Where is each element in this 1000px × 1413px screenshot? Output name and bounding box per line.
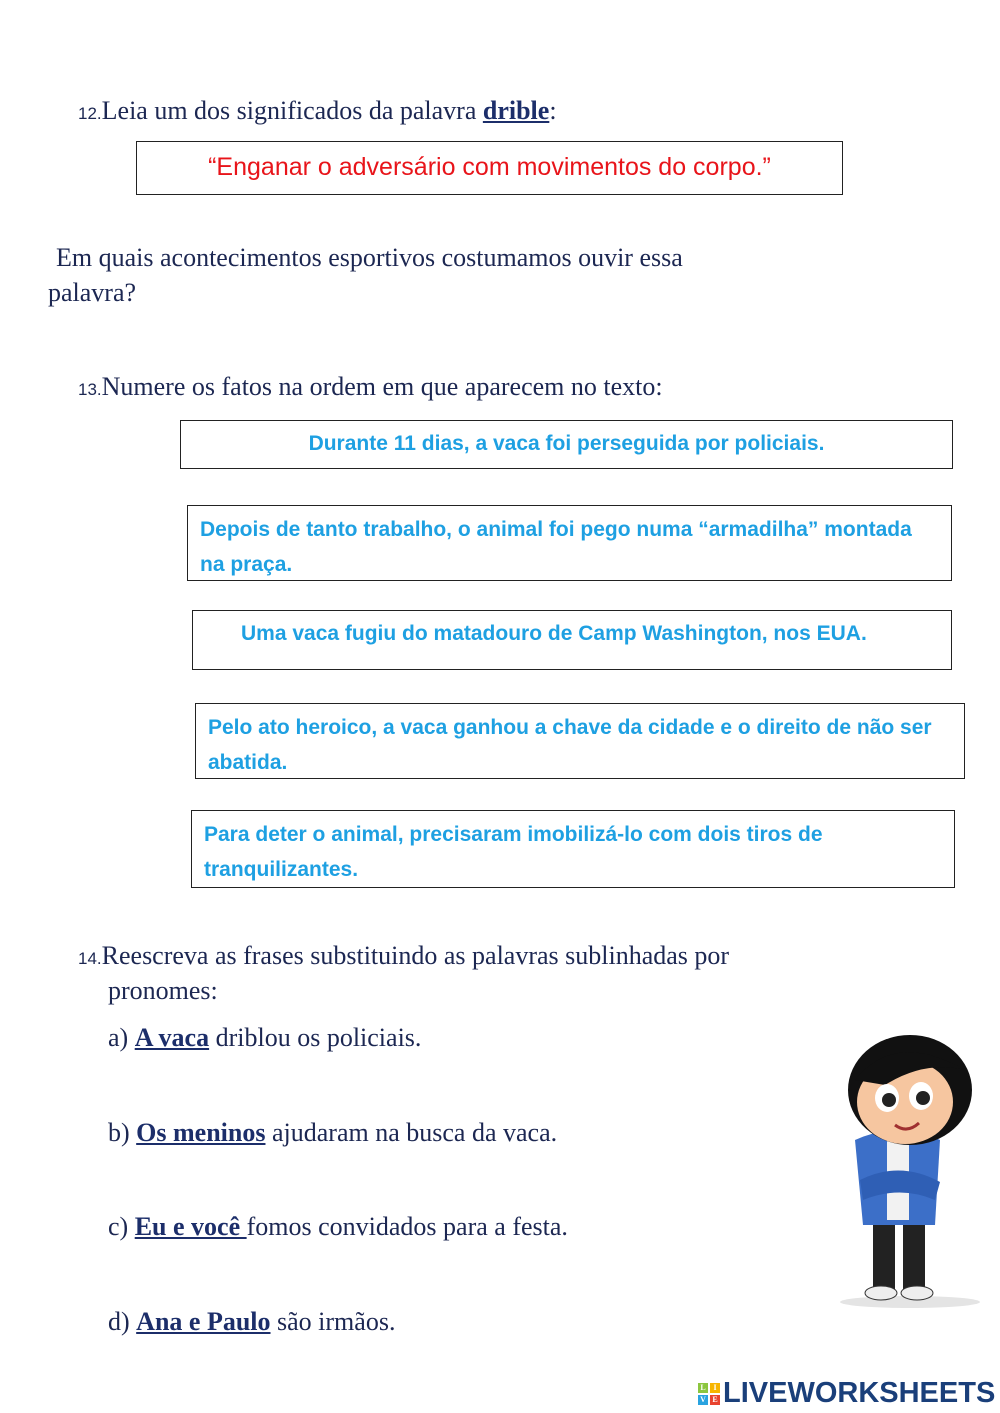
fact-box[interactable]: Uma vaca fugiu do matadouro de Camp Washington, nos EUA. — [192, 610, 952, 670]
fact-box[interactable]: Para deter o animal, precisaram imobilizá-lo com dois tiros de tranquilizantes. — [191, 810, 955, 888]
q13-prompt: 13.Numere os fatos na ordem em que aparecem no texto: — [78, 372, 663, 401]
liveworksheets-logo: L IV E LIVEWORKSHEETS — [697, 1377, 995, 1410]
q14-prompt-line2: pronomes: — [108, 976, 218, 1005]
q12-question-line2: palavra? — [48, 278, 137, 307]
fact-box[interactable]: Durante 11 dias, a vaca foi perseguida por policiais. — [180, 420, 953, 469]
fact-box[interactable]: Pelo ato heroico, a vaca ganhou a chave da cidade e o direito de não ser abatida. — [195, 703, 965, 779]
q12-prompt: 12.Leia um dos significados da palavra drible: — [78, 96, 557, 125]
sentence-b: b) Os meninos ajudaram na busca da vaca. — [108, 1118, 558, 1147]
sentence-d: d) Ana e Paulo são irmãos. — [108, 1307, 396, 1336]
keyword: drible — [482, 96, 550, 125]
cartoon-boy-illustration — [815, 1010, 990, 1310]
fact-box[interactable]: Depois de tanto trabalho, o animal foi pego numa “armadilha” montada na praça. — [187, 505, 952, 581]
definition-box: “Enganar o adversário com movimentos do corpo.” — [136, 141, 843, 195]
sentence-a: a) A vaca driblou os policiais. — [108, 1023, 422, 1052]
q14-prompt: 14.Reescreva as frases substituindo as palavras sublinhadas por — [78, 941, 730, 970]
q12-question-line1: Em quais acontecimentos esportivos costumamos ouvir essa — [56, 243, 683, 272]
sentence-c: c) Eu e você fomos convidados para a festa. — [108, 1212, 568, 1241]
